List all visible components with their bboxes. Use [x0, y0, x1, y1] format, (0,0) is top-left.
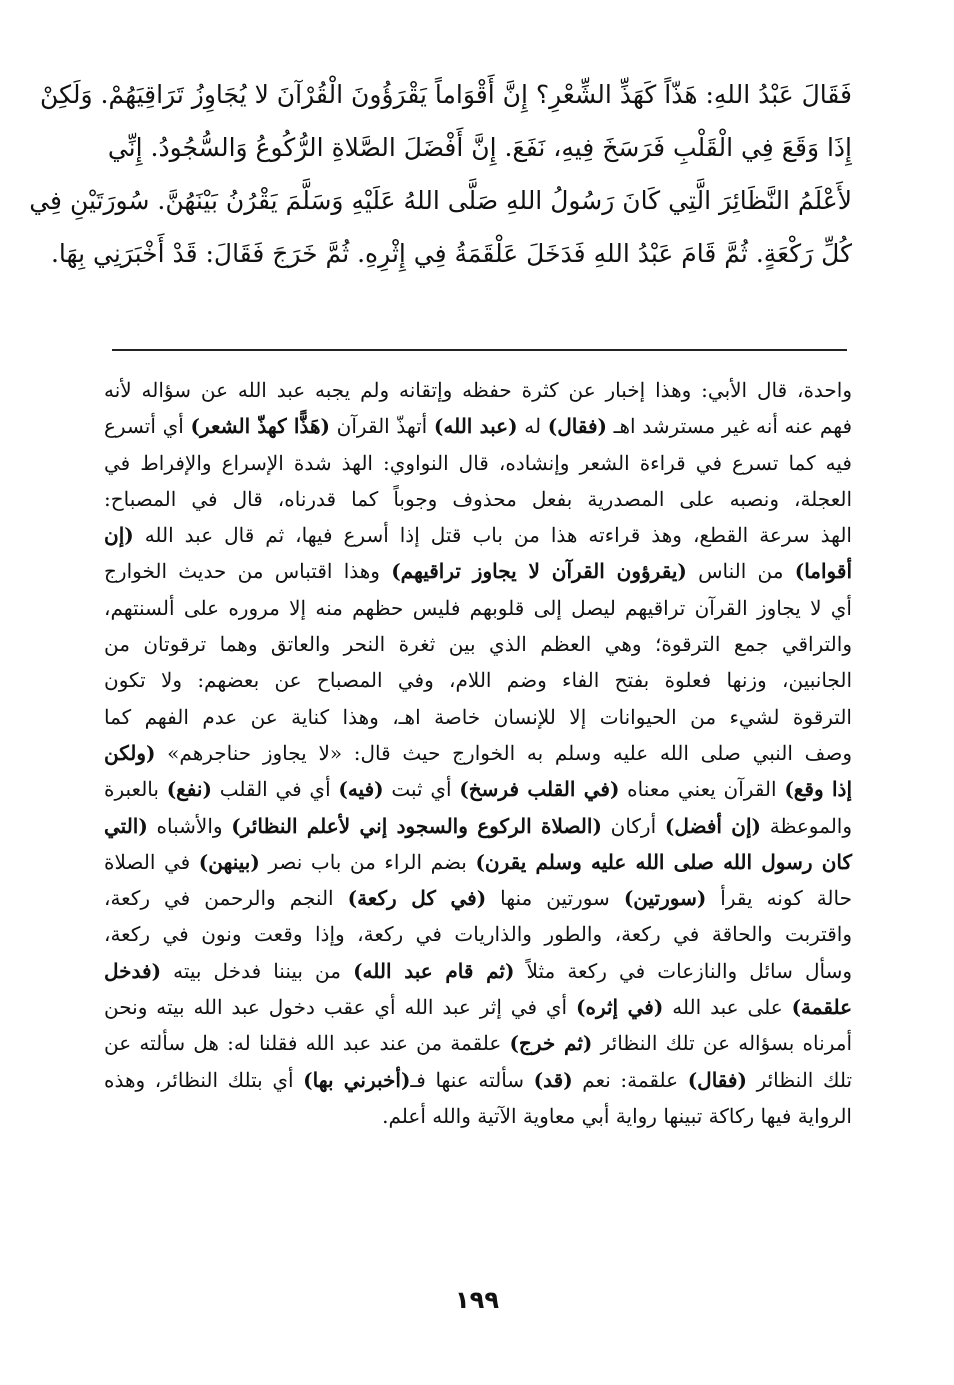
quoted-hadith-phrase: (في القلب فرسخ): [459, 777, 620, 802]
commentary-run: العجلة، ونصبه على المصدرية بفعل محذوف وجوباً كما قدرناه، قال في المصباح:: [104, 486, 853, 511]
quoted-hadith-phrase: (فيه): [338, 777, 384, 802]
commentary-line: [104, 372, 852, 408]
commentary-run: أتهذّ القرآن: [330, 414, 434, 439]
commentary-line: [104, 808, 852, 844]
quoted-hadith-phrase: (فقال): [687, 1067, 747, 1092]
quoted-hadith-phrase: (فدخل: [104, 958, 162, 983]
commentary-line: [104, 1025, 852, 1061]
commentary-run: الجانبين، وزنها فعلوة بفتح الفاء وضم اللام، وفي المصباح عن بعضهم: ولا تكون: [104, 668, 852, 693]
quoted-hadith-phrase: (التي: [104, 813, 148, 838]
quoted-hadith-phrase: (ولكن: [104, 740, 156, 765]
commentary-run: والموعظة: [761, 813, 853, 838]
commentary-run: وصف النبي صلى الله عليه وسلم به الخوارج حيث قال: «لا يجاوز حناجرهم»: [155, 740, 852, 765]
commentary-run: سألته عنها فـ: [410, 1067, 534, 1092]
commentary-run: سورتين منها: [486, 886, 624, 911]
commentary-line: [104, 735, 852, 771]
commentary-line: [104, 445, 852, 481]
quoted-hadith-phrase: كان رسول الله صلى الله عليه وسلم يقرن): [475, 849, 853, 874]
commentary-run: القرآن يعني معناه: [619, 777, 785, 802]
commentary-run: له: [517, 414, 548, 439]
commentary-run: تلك النظائر: [746, 1067, 853, 1092]
commentary-run: من الناس: [686, 559, 795, 584]
quoted-hadith-phrase: (بينهن): [198, 849, 260, 874]
quoted-hadith-phrase: (فقال): [547, 414, 607, 439]
quoted-hadith-phrase: (الصلاة الركوع والسجود إني لأعلم النظائر): [231, 813, 602, 838]
commentary-run: والتراقي جمع الترقوة؛ وهي العظم الذي بين ثغرة النحر والعاتق وهما ترقوتان من: [104, 632, 852, 657]
commentary-run: والأشباه: [147, 813, 232, 838]
hadith-line: لأَعْلَمُ النَّظَائِرَ الَّتِي كَانَ رَسُولُ اللهِ صَلَّى اللهُ عَلَيْهِ وَسَلَّمَ يَقْرُنُ بَيْنَهُنَّ. سُورَتَيْنِ فِي: [29, 186, 852, 215]
commentary-run: فيه كما تسرع في قراءة الشعر وإنشاده، قال النواوي: الهذ شدة الإسراع والإفراط في: [104, 450, 852, 475]
commentary-line: [104, 662, 852, 698]
commentary-line: [104, 916, 852, 952]
commentary-run: النجم والرحمن في ركعة،: [104, 886, 348, 911]
quoted-hadith-phrase: (ثم قام عبد الله): [353, 958, 515, 983]
commentary-run: الهذ سرعة القطع، وهذ قراءته هذا من باب قتل إذا أسرع فيها، ثم قال عبد الله: [133, 523, 852, 548]
commentary-run: واحدة، قال الأبي: وهذا إخبار عن كثرة حفظه وإتقانه ولم يجبه عبد الله عن سؤاله لأنه: [104, 378, 852, 402]
commentary-line: [104, 553, 852, 589]
commentary-run: بالعبرة: [104, 777, 167, 802]
quoted-hadith-phrase: (في إثره): [576, 995, 664, 1020]
quoted-hadith-phrase: (ثم خرج): [509, 1031, 593, 1056]
commentary-line: [104, 771, 852, 807]
commentary-run: أركان: [601, 813, 665, 838]
commentary-line: [104, 517, 852, 553]
commentary-run: في الصلاة: [104, 849, 199, 874]
footnote-divider: [112, 349, 847, 351]
quoted-hadith-phrase: (قد): [533, 1067, 573, 1092]
commentary-run: على عبد الله: [663, 995, 792, 1020]
commentary-run: أي أتسرع: [104, 414, 191, 439]
quoted-hadith-phrase: (يقرؤون القرآن لا يجاوز تراقيهم): [391, 559, 687, 584]
page-number: ١٩٩: [455, 1286, 499, 1314]
commentary-run: من بيننا فدخل بيته: [161, 958, 354, 983]
hadith-line: إِذَا وَقَعَ فِي الْقَلْبِ فَرَسَخَ فِيهِ، نَفَعَ. إِنَّ أَفْضَلَ الصَّلاةِ الرُّكُوعُ وَالسُّجُودُ. إِنِّي: [107, 133, 852, 162]
commentary-run: واقتربت والحاقة في ركعة، والطور والذاريات في ركعة، وإذا وقعت ونون في ركعة،: [104, 922, 852, 947]
commentary-run: أي لا يجاوز القرآن تراقيهم ليصل إلى قلوبهم فليس حظهم منه إلا مروره على ألسنتهم،: [104, 595, 852, 620]
commentary-line: [104, 880, 852, 916]
commentary-run: حالة كونه يقرأ: [706, 886, 852, 911]
commentary-run: أي بتلك النظائر، وهذه: [104, 1067, 304, 1092]
commentary-run: الرواية فيها ركاكة تبينها رواية أبي معاوية الآتية والله أعلم.: [382, 1103, 852, 1128]
commentary-run: الترقوة لشيء من الحيوانات إلا للإنسان خاصة اهـ، وهذا كناية عن عدم الفهم كما: [104, 704, 852, 729]
quoted-hadith-phrase: (إن أفضل): [664, 813, 762, 838]
quoted-hadith-phrase: (إن: [104, 523, 134, 548]
commentary-line: [104, 989, 852, 1025]
commentary-run: أي في إثر عبد الله أي عقب دخول عبد الله بيته ونحن: [104, 995, 577, 1020]
quoted-hadith-phrase: (نفع): [166, 777, 212, 802]
commentary-run: وهذا اقتباس من حديث الخوارج: [104, 559, 392, 584]
quoted-hadith-phrase: أقواما): [794, 559, 853, 584]
quoted-hadith-phrase: إذا وقع): [784, 777, 853, 802]
commentary-line: [104, 626, 852, 662]
commentary-run: علقمة من عند عبد الله فقلنا له: هل سألته عن: [104, 1031, 510, 1056]
commentary-line: [104, 699, 852, 735]
commentary-line: [104, 1062, 852, 1098]
quoted-hadith-phrase: (أخبرني بها): [303, 1067, 411, 1092]
hadith-line: فَقَالَ عَبْدُ اللهِ: هَذّاً كَهَذِّ الشِّعْرِ؟ إِنَّ أَقْوَاماً يَقْرَؤُونَ الْقُرْآنَ لا يُجَاوِزُ تَرَاقِيَهُمْ. وَلَكِنْ: [40, 80, 852, 109]
quoted-hadith-phrase: (في كل ركعة): [347, 886, 487, 911]
commentary-run: أي ثبت: [383, 777, 460, 802]
commentary-line: [104, 481, 852, 517]
commentary-run: بضم الراء من باب نصر: [259, 849, 476, 874]
commentary-line: [104, 844, 852, 880]
commentary-run: أي في القلب: [211, 777, 339, 802]
commentary-line: [104, 408, 852, 444]
hadith-text: [29, 68, 852, 280]
commentary-line: [104, 1098, 852, 1134]
quoted-hadith-phrase: (هَذًّا كهذّ الشعر): [190, 414, 330, 439]
commentary-text: [104, 372, 852, 1134]
quoted-hadith-phrase: (سورتين): [623, 886, 707, 911]
commentary-run: علقمة: نعم: [572, 1067, 688, 1092]
commentary-run: فهم عنه أنه غير مسترشد اهـ: [606, 414, 853, 439]
hadith-line: كُلِّ رَكْعَةٍ. ثُمَّ قَامَ عَبْدُ اللهِ فَدَخَلَ عَلْقَمَةُ فِي إِثْرِهِ. ثُمَّ خَرَجَ فَقَالَ: قَدْ أَخْبَرَنِي بِهَا.: [50, 239, 852, 268]
quoted-hadith-phrase: (عبد الله): [433, 414, 518, 439]
commentary-run: أمرناه بسؤاله عن تلك النظائر: [592, 1031, 853, 1056]
commentary-line: [104, 953, 852, 989]
quoted-hadith-phrase: علقمة): [791, 995, 852, 1020]
commentary-line: [104, 590, 852, 626]
commentary-run: وسأل سائل والنازعات في ركعة مثلاً: [514, 958, 852, 983]
